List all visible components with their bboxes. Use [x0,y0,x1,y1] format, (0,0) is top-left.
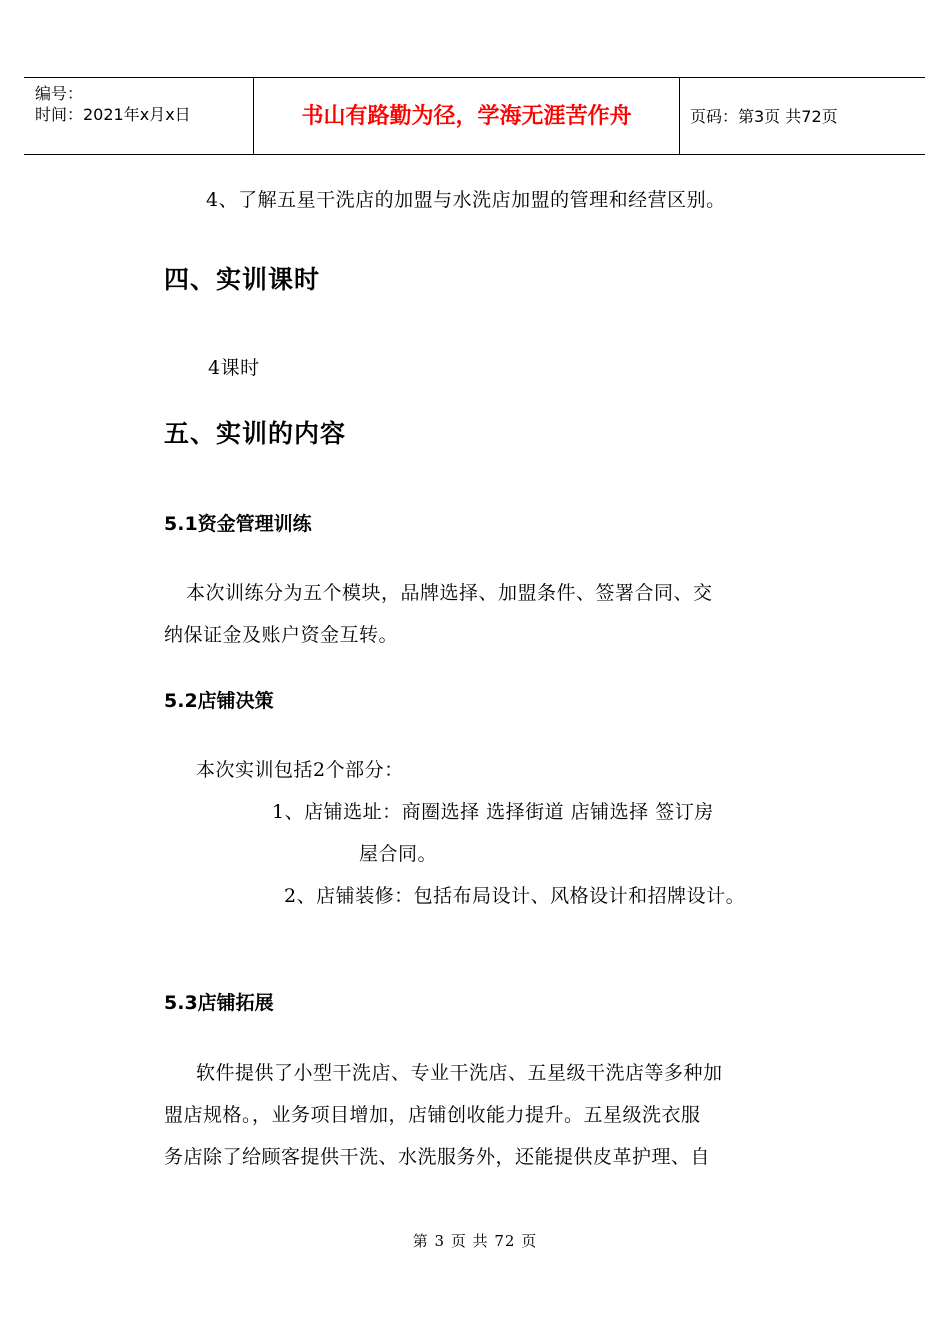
header-page-info: 页码：第3页 共72页 [690,107,838,126]
section-hours-body: 4课时 [208,357,260,379]
page-header [24,77,925,155]
paragraph-5-3-line-2: 盟店规格。，业务项目增加，店铺创收能力提升。五星级洗衣服 [164,1104,701,1126]
paragraph-5-1-line-2: 纳保证金及账户资金互转。 [164,624,399,646]
header-motto-cell [254,78,680,154]
section-heading-content: 五、实训的内容 [164,419,347,448]
header-meta-cell [24,78,254,154]
header-page-cell [680,78,925,154]
subsection-heading-5-2: 5.2店铺决策 [164,690,274,712]
paragraph-5-1-line-1: 本次训练分为五个模块，品牌选择、加盟条件、签署合同、交 [186,582,713,604]
page-footer: 第 3 页 共 72 页 [412,1232,538,1250]
paragraph-5-3-line-3: 务店除了给顾客提供干洗、水洗服务外，还能提供皮革护理、自 [164,1146,711,1168]
paragraph-5-3-line-1: 软件提供了小型干洗店、专业干洗店、五星级干洗店等多种加 [196,1062,723,1084]
subsection-heading-5-1: 5.1资金管理训练 [164,513,312,535]
section-heading-hours: 四、实训课时 [164,265,321,294]
list-item-5-2-1-line-2: 屋合同。 [359,843,438,865]
list-item-5-2-2: 2、店铺装修：包括布局设计、风格设计和招牌设计。 [284,885,746,907]
document-time-label: 时间：2021年x月x日 [35,105,191,124]
document-number-label: 编号： [35,84,84,103]
list-item-5-2-1-line-1: 1、店铺选址：商圈选择 选择街道 店铺选择 签订房 [272,801,714,823]
header-motto: 书山有路勤为径，学海无涯苦作舟 [301,104,632,129]
paragraph-5-2-intro: 本次实训包括2个部分： [196,759,404,781]
subsection-heading-5-3: 5.3店铺拓展 [164,992,274,1014]
objective-item-4: 4、了解五星干洗店的加盟与水洗店加盟的管理和经营区别。 [206,189,726,211]
